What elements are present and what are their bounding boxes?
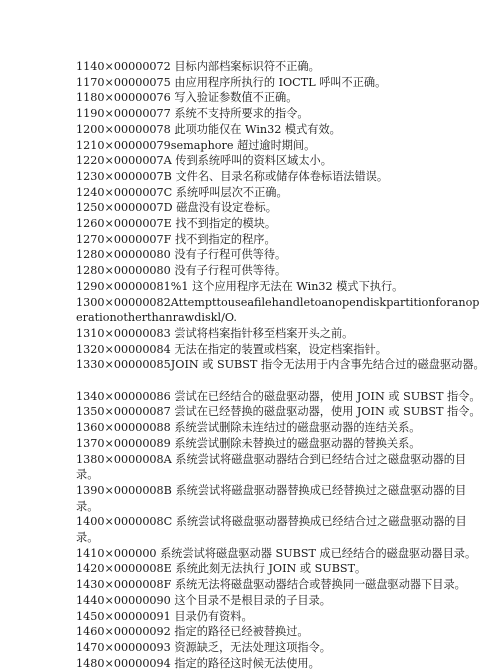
doc-line-1200: 1200×00000078 此项功能仅在 Win32 模式有效。 [76,122,341,136]
doc-line-1440: 1440×00000090 这个目录不是根目录的子目录。 [76,593,331,607]
doc-line-1460: 1460×00000092 指定的路径已经被替换过。 [76,625,309,639]
doc-line-1450: 1450×00000091 目录仍有资料。 [76,609,253,623]
doc-line-1390: 1390×0000008B 系统尝试将磁盘驱动器替换成已经替换过之磁盘驱动器的目录。 [76,483,467,513]
doc-line-1400: 1400×0000008C 系统尝试将磁盘驱动器替换成已经结合过之磁盘驱动器的目录。 [76,515,467,545]
doc-line-1470: 1470×00000093 资源缺乏，无法处理这项指令。 [76,641,331,654]
doc-line-1370: 1370×00000089 系统尝试删除未替换过的磁盘驱动器的替换关系。 [76,436,421,450]
doc-line-1260: 1260×0000007E 找不到指定的模块。 [76,217,277,231]
doc-line-1420: 1420×0000008E 系统此刻无法执行 JOIN 或 SUBST。 [76,562,367,576]
doc-line-1350: 1350×00000087 尝试在已经替换的磁盘驱动器，使用 JOIN 或 SUBST 指令。 [76,405,481,419]
doc-line-1270: 1270×0000007F 找不到指定的程序。 [76,232,276,246]
doc-line-1380: 1380×0000008A 系统尝试将磁盘驱动器结合到已经结合过之磁盘驱动器的目录。 [76,452,467,482]
doc-line-1430: 1430×0000008F 系统无法将磁盘驱动器结合或替换同一磁盘驱动器下目录。 [76,578,466,592]
doc-line-1480: 1480×00000094 指定的路径这时候无法使用。 [76,656,320,670]
doc-line-1290: 1290×00000081%1 这个应用程序无法在 Win32 模式下执行。 [76,279,404,293]
document-body [76,59,486,671]
doc-line-1280b: 1280×00000080 没有子行程可供等待。 [76,264,287,278]
doc-line-1190: 1190×00000077 系统不支持所要求的指令。 [76,107,309,121]
blank-line [76,373,486,389]
doc-line-1360: 1360×00000088 系统尝试删除未连结过的磁盘驱动器的连结关系。 [76,421,421,435]
doc-line-1220: 1220×0000007A 传到系统呼叫的资料区域太小。 [76,154,332,168]
doc-line-1250: 1250×0000007D 磁盘没有设定卷标。 [76,201,277,215]
doc-line-1330: 1330×00000085JOIN 或 SUBST 指令无法用于内含事先结合过的磁盘驱动器。 [76,358,485,372]
doc-line-1280a: 1280×00000080 没有子行程可供等待。 [76,248,287,262]
doc-line-1320: 1320×00000084 无法在指定的装置或档案，设定档案指针。 [76,342,387,356]
doc-line-1140: 1140×00000072 目标内部档案标识符不正确。 [76,60,320,73]
doc-line-1240: 1240×0000007C 系统呼叫层次不正确。 [76,185,288,199]
doc-line-1210: 1210×00000079semaphore 超过逾时期间。 [76,138,316,152]
doc-line-1300: 1300×00000082Attempttouseafilehandletoanopendiskpartitionforanoperationotherthanrawdiskl/O. [76,295,480,325]
doc-line-1340: 1340×00000086 尝试在已经结合的磁盘驱动器，使用 JOIN 或 SUBST 指令。 [76,389,481,403]
doc-line-1310: 1310×00000083 尝试将档案指针移至档案开头之前。 [76,326,354,340]
doc-line-1410: 1410×000000 系统尝试将磁盘驱动器 SUBST 成已经结合的磁盘驱动器目录。 [76,546,477,560]
doc-line-1170: 1170×00000075 由应用程序所执行的 IOCTL 呼叫不正确。 [76,75,387,89]
doc-line-1180: 1180×00000076 写入验证参数值不正确。 [76,91,298,105]
doc-line-1230: 1230×0000007B 文件名、目录名称或储存体卷标语法错误。 [76,169,389,183]
